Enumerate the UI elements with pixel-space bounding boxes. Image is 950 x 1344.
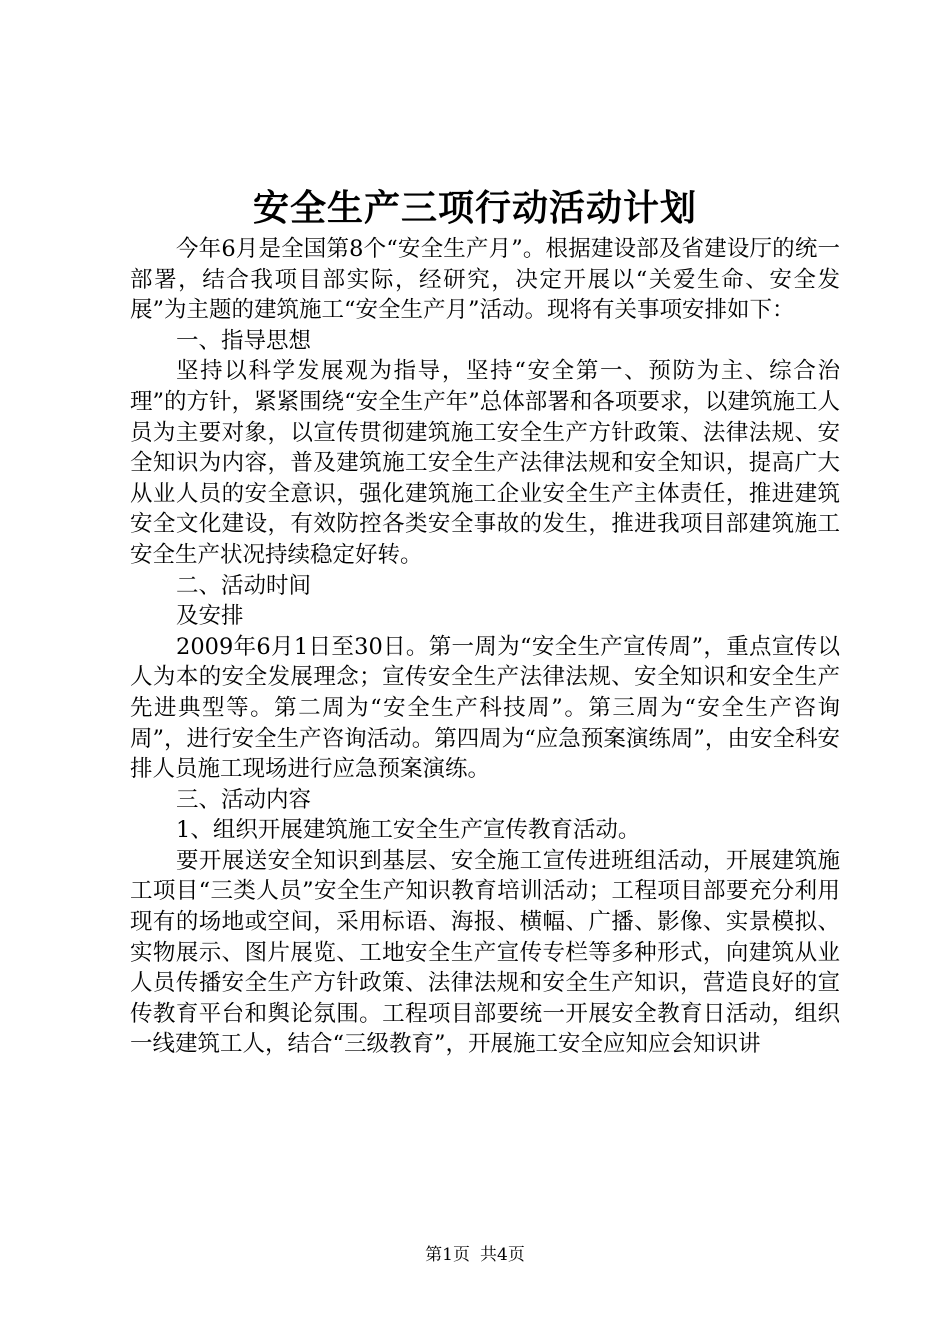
publicity-paragraph: 要开展送安全知识到基层、安全施工宣传进班组活动，开展建筑施工项目“三类人员”安全生产知识教育培训活动；工程项目部要充分利用现有的场地或空间，采用标语、海报、横幅、广播、影像、实景模拟、实物展示、图片展览、工地安全生产宣传专栏等多种形式，向建筑从业人员传播安全生产方针政策、法律法规和安全生产知识，营造良好的宣传教育平台和舆论氛围。工程项目部要统一开展安全教育日活动，组织一线建筑工人，结合“三级教育”，开展施工安全应知应会知识讲 bbox=[130, 847, 840, 1058]
document-body bbox=[130, 234, 840, 1060]
page-total: 共4页 bbox=[480, 1245, 525, 1265]
subsection-heading-publicity: 1、组织开展建筑施工安全生产宣传教育活动。 bbox=[176, 817, 641, 844]
section-heading-activity-content: 三、活动内容 bbox=[176, 786, 312, 813]
section-heading-guiding-ideology: 一、指导思想 bbox=[176, 327, 312, 354]
page-number: 第1页 bbox=[425, 1245, 470, 1265]
page-footer bbox=[0, 1244, 950, 1266]
section-heading-arrangement: 及安排 bbox=[176, 603, 244, 630]
section-heading-activity-time: 二、活动时间 bbox=[176, 572, 312, 599]
intro-paragraph: 今年6月是全国第8个“安全生产月”。根据建设部及省建设厅的统一部署，结合我项目部实际，经研究，决定开展以“关爱生命、安全发展”为主题的建筑施工“安全生产月”活动。现将有关事项安排如下： bbox=[130, 236, 840, 324]
guiding-ideology-paragraph: 坚持以科学发展观为指导，坚持“安全第一、预防为主、综合治理”的方针，紧紧围绕“安全生产年”总体部署和各项要求，以建筑施工人员为主要对象，以宣传贯彻建筑施工安全生产方针政策、法律法规、安全知识为内容，普及建筑施工安全生产法律法规和安全知识，提高广大从业人员的安全意识，强化建筑施工企业安全生产主体责任，推进建筑安全文化建设，有效防控各类安全事故的发生，推进我项目部建筑施工安全生产状况持续稳定好转。 bbox=[130, 358, 840, 568]
document-title: 安全生产三项行动活动计划 bbox=[252, 187, 697, 229]
activity-time-paragraph: 2009年6月1日至30日。第一周为“安全生产宣传周”，重点宣传以人为本的安全发展理念；宣传安全生产法律法规、安全知识和安全生产先进典型等。第二周为“安全生产科技周”。第三周为“安全生产咨询周”，进行安全生产咨询活动。第四周为“应急预案演练周”，由安全科安排人员施工现场进行应急预案演练。 bbox=[130, 633, 840, 783]
